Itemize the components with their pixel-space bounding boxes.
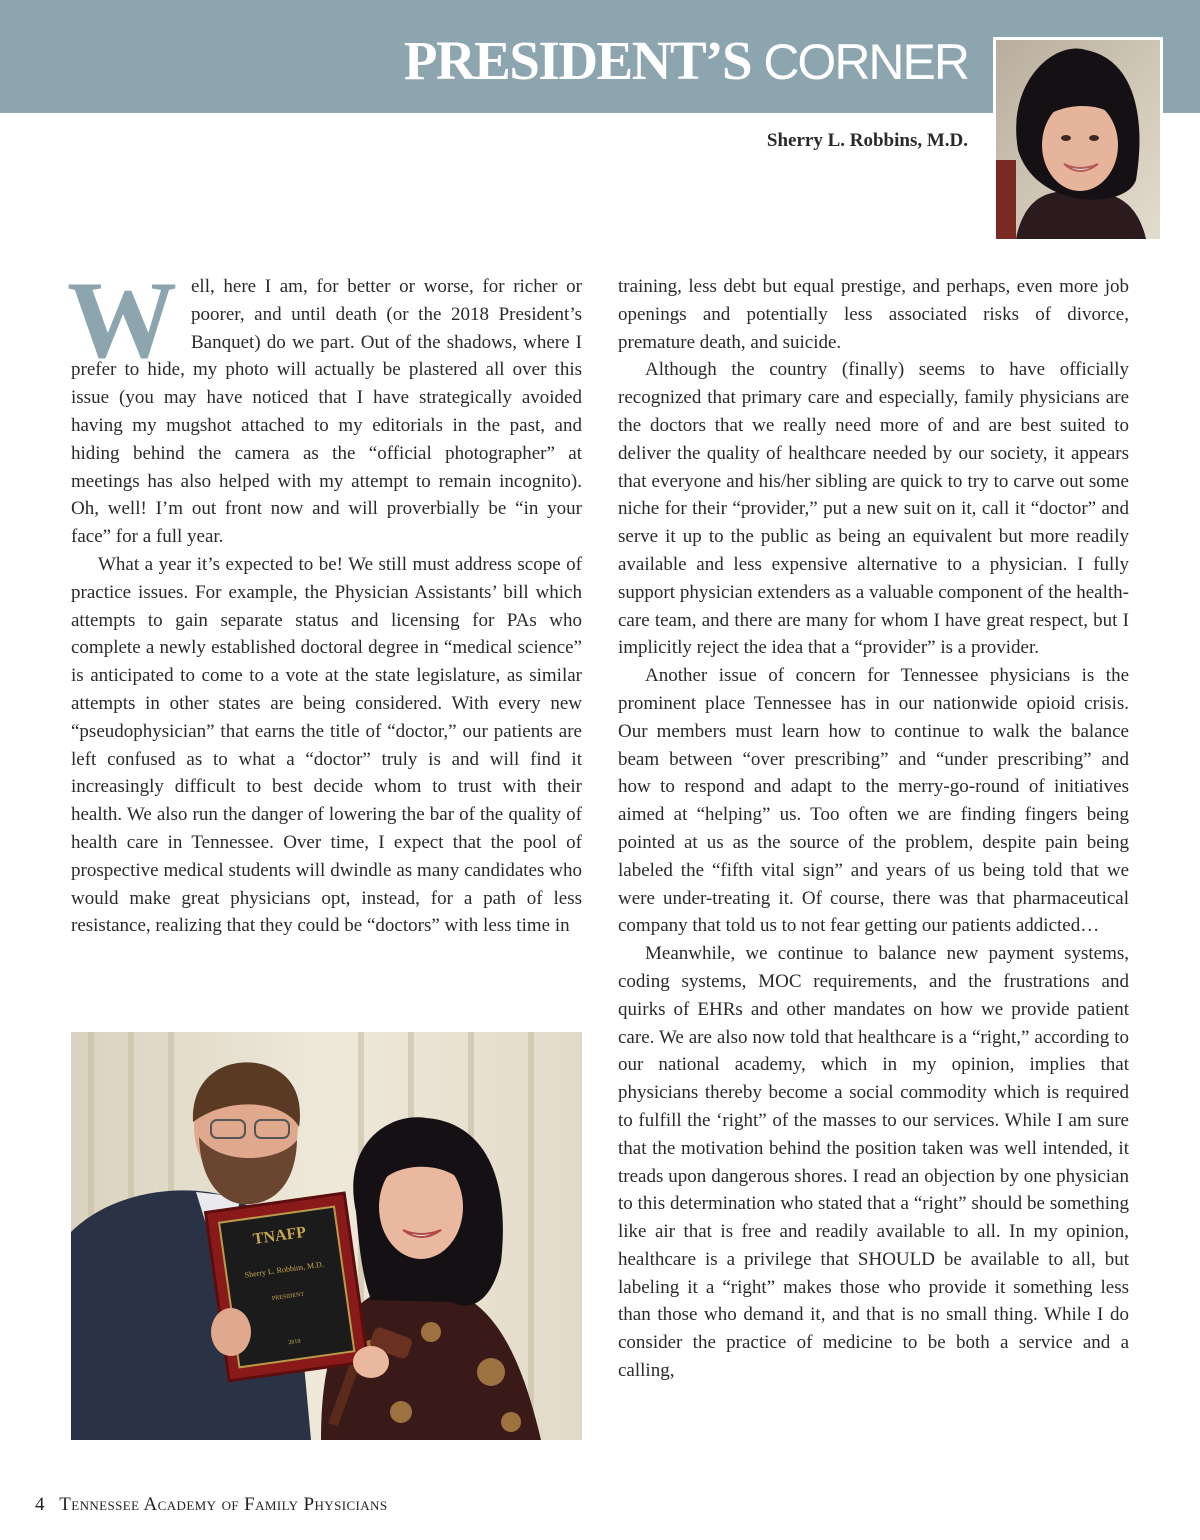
plaque-year: 2018 (288, 1338, 301, 1347)
footer-organization: Tennessee Academy of Family Physicians (59, 1494, 388, 1515)
drop-cap: W (67, 259, 177, 381)
paragraph: Another issue of concern for Tennessee physicians is the prominent place Tennessee has in our nationwide opioid crisis. Our members must learn how to continue to walk the balance beam between “over prescribing” and “under prescribing” and how to respond and adapt to the merry-go-round of initiatives aimed at “helping” us. Too often we are finding fingers being pointed at us as the source of the problem, despite pain being labeled the “fifth vital sign” and years of us being told that we were under-treating it. Of course, there was that pharmaceutical company that told us to not fear getting our patients addicted… (618, 665, 1129, 937)
presentation-photo (71, 1032, 582, 1440)
paragraph: Although the country (finally) seems to have officially recognized that primary care and especially, family physicians are the doctors that we really need more of and are best suited to deliver the quality of healthcare needed by our society, it appears that everyone and his/her sibling are quick to try to carve out some niche for their “provider,” put a new suit on it, call it “doctor” and serve it up to the public as being an equivalent but more readily available and less expensive alternative to a physician. I fully support physician extenders as a valuable component of the health-care team, and there are many for whom I have great respect, but I implicitly reject the idea that a “provider” is a provider. (618, 359, 1129, 659)
plaque-name: Sherry L. Robbins, M.D. (244, 1259, 325, 1280)
page-number: 4 (35, 1494, 45, 1515)
article-column-left (67, 259, 582, 940)
article-column-right (618, 273, 1129, 1385)
plaque-logo: TNAFP (251, 1223, 308, 1249)
paragraph: What a year it’s expected to be! We still must address scope of practice issues. For example, the Physician Assistants’ bill which attempts to gain separate status and licensing for PAs who complete a newly established doctoral degree in “medical science” is anticipated to come to a vote at the state legislature, as similar attempts in other states are being considered. With every new “pseudophysician” that earns the title of “doctor,” our patients are left confused as to what a “doctor” truly is and will find it increasingly difficult to best decide whom to trust with their health. We also run the danger of lowering the bar of the quality of health care in Tennessee. Over time, I expect that the pool of prospective medical students will dwindle as many candidates who would make great physicians opt, instead, for a path of less resistance, realizing that they could be “doctors” with less time in (71, 553, 582, 937)
photo-image (71, 1032, 582, 1440)
title-bold: PRESIDENT’S (403, 30, 752, 91)
paragraph: training, less debt but equal prestige, and perhaps, even more job openings and potentially less associated risks of divorce, premature death, and suicide. (618, 276, 1129, 353)
page-title (404, 28, 968, 95)
plaque-role: PRESIDENT (271, 1291, 305, 1303)
paragraph: ell, here I am, for better or worse, for richer or poorer, and until death (or the 2018 President’s Banquet) do we part. Out of the shadows, where I prefer to hide, my photo will actually be plastered all over this issue (you may have noticed that I have strategically avoided having my mugshot attached to my editorials in the past, and hiding behind the camera as the “official photographer” at meetings has also helped with my attempt to remain incognito). Oh, well! I’m out front now and will proverbially be “in your face” for a full year. (71, 276, 582, 548)
title-light: CORNER (763, 34, 968, 90)
author-portrait (993, 37, 1163, 242)
paragraph: Meanwhile, we continue to balance new payment systems, coding systems, MOC requirements, and the frustrations and quirks of EHRs and other mandates on how we provide patient care. We are also now told that healthcare is a “right,” according to our national academy, which in my opinion, implies that physicians thereby become a social commodity which is required to fulfill the ‘right” of the masses to our services. While I am sure that the motivation behind the position taken was well intended, it treads upon dangerous shores. I read an objection by one physician to this determination who stated that a “right” should be something like air that is free and readily available to all. In my opinion, healthcare is a privilege that SHOULD be available to all, but labeling it a “right” makes those who provide it something less than those who demand it, and that is no small thing. While I do consider the practice of medicine to be both a service and a calling, (618, 943, 1129, 1382)
portrait-image (996, 40, 1160, 239)
page-footer (35, 1494, 387, 1516)
author-byline: Sherry L. Robbins, M.D. (766, 130, 968, 151)
